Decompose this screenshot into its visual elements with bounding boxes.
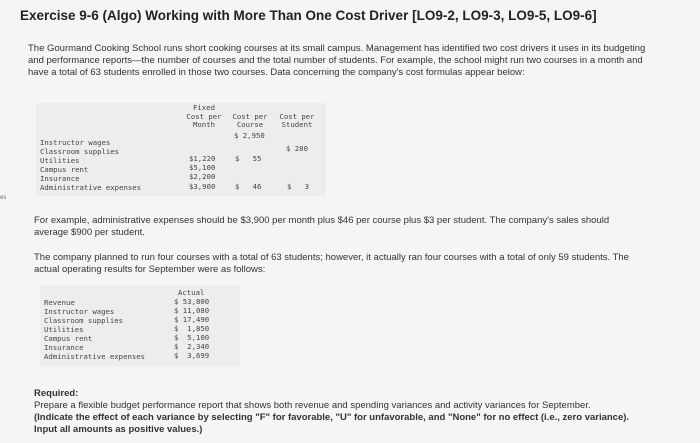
row-label: Insurance (40, 174, 80, 183)
row-fixed-value: $2,200 (189, 172, 216, 181)
row-label: Administrative expenses (40, 183, 142, 192)
row-label: Revenue (44, 298, 75, 307)
row-student-value: $ 280 (286, 144, 308, 153)
row-label: Campus rent (44, 334, 93, 343)
col-header-actual: Actual (178, 288, 205, 297)
row-label: Campus rent (40, 165, 89, 174)
row-fixed-value: $5,100 (189, 163, 216, 172)
row-label: Classroom supplies (44, 316, 124, 325)
row-label: Insurance (44, 343, 84, 352)
row-student-value: $ 3 (287, 182, 309, 191)
required-section (34, 388, 654, 436)
exercise-title: Exercise 9-6 (Algo) Working with More Than One Cost Driver [LO9-2, LO9-3, LO9-5, LO9-6] (20, 8, 597, 23)
row-course-value: $ 2,950 (234, 131, 265, 140)
example-paragraph: For example, administrative expenses should be $3,900 per month plus $46 per course plus $3 per student. The company's sales should average $900 per student. (34, 215, 610, 238)
row-course-value: $ 46 (235, 182, 262, 191)
col-header-fixed: Fixed Cost per Month (186, 103, 222, 129)
row-label: Instructor wages (40, 138, 111, 147)
row-actual-value: $ 53,800 (174, 297, 210, 306)
required-instruction: Prepare a flexible budget performance report that shows both revenue and spending variances and activity variances for September. (34, 400, 591, 411)
row-fixed-value: $3,900 (189, 182, 216, 191)
row-actual-value: $ 5,100 (174, 333, 210, 342)
row-label: Classroom supplies (40, 147, 120, 156)
required-label: Required: (34, 388, 79, 399)
row-actual-value: $ 17,490 (174, 315, 210, 324)
row-actual-value: $ 2,340 (174, 342, 210, 351)
row-course-value: $ 55 (235, 154, 262, 163)
cropped-side-text: es (0, 195, 7, 201)
col-header-per-course: Cost per Course (232, 111, 268, 129)
row-label: Utilities (44, 325, 84, 334)
row-label: Instructor wages (44, 307, 115, 316)
row-actual-value: $ 11,080 (174, 306, 210, 315)
actual-results-table (40, 286, 240, 366)
required-note: (Indicate the effect of each variance by selecting "F" for favorable, "U" for unfavorable, and "None" for no effect (i.e., zero variance). Input all amounts as positive values.) (34, 412, 630, 435)
row-fixed-value: $1,220 (189, 154, 216, 163)
planned-paragraph: The company planned to run four courses with a total of 63 students; however, it actually ran four courses with a total of only 59 students. The actual operating results for September were as follows: (34, 252, 629, 275)
col-header-per-student: Cost per Student (279, 111, 315, 129)
row-actual-value: $ 1,850 (174, 324, 210, 333)
row-label: Utilities (40, 156, 80, 165)
row-label: Administrative expenses (44, 352, 146, 361)
intro-paragraph: The Gourmand Cooking School runs short cooking courses at its small campus. Management has identified two cost drivers it uses in its budgeting and performance reports—the number of courses and the total number of students. For example, the school might run two courses in a month and have a total of 63 students enrolled in those two courses. Data concerning the company's cost formulas appear below: (28, 43, 646, 78)
cost-formula-table (36, 103, 326, 196)
row-actual-value: $ 3,699 (174, 351, 210, 360)
